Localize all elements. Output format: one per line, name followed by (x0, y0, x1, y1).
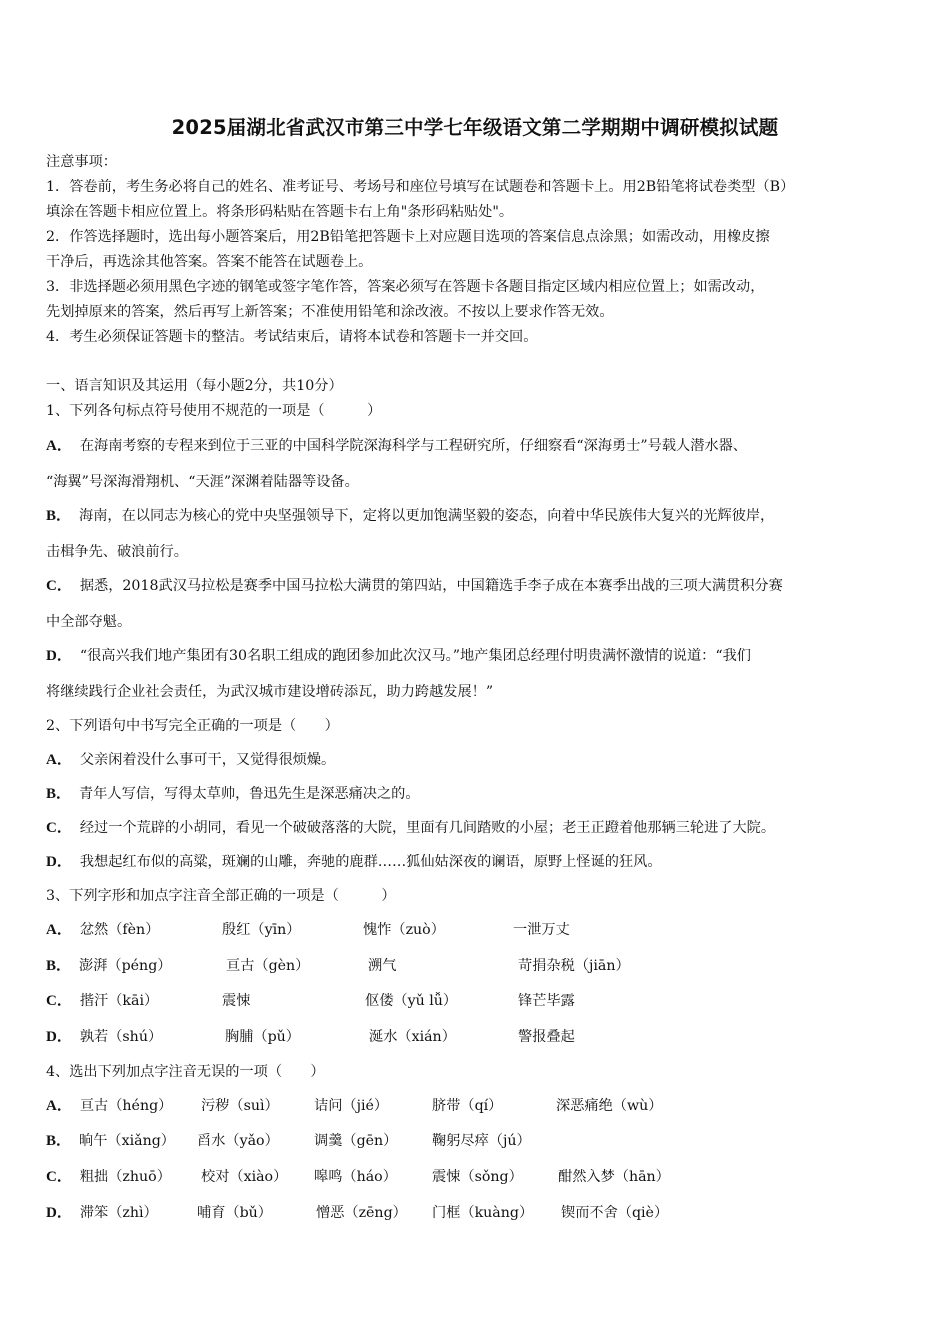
option-letter: C． (46, 578, 72, 594)
q1-option-b-cont: 击楫争先、破浪前行。 (46, 544, 188, 560)
option-item: 污秽（suì） (201, 1098, 279, 1114)
q4-option-c-letter (46, 1167, 171, 1187)
option-item: 亘古（gèn） (226, 958, 310, 974)
option-item: 锲而不舍（qiè） (561, 1205, 669, 1221)
option-item: 粗拙（zhuō） (79, 1169, 171, 1185)
option-letter: C． (46, 1169, 72, 1185)
option-item: 胸脯（pǔ） (225, 1029, 300, 1045)
option-item: 一泄万丈 (513, 922, 570, 938)
option-text: “很高兴我们地产集团有30名职工组成的跑团参加此次汉马。”地产集团总经理付明贵满怀激情的说道：“我们 (79, 648, 751, 664)
option-item: 锋芒毕露 (518, 993, 575, 1009)
notice-line: 3．非选择题必须用黑色字迹的钢笔或签字笔作答，答案必须写在答题卡各题目指定区域内相应位置上；如需改动， (46, 279, 765, 295)
option-item: 深恶痛绝（wù） (556, 1098, 663, 1114)
option-item: 揩汗（kāi） (79, 993, 159, 1009)
option-item: 伛偻（yǔ lǚ） (365, 993, 458, 1009)
option-item: 愧怍（zuò） (363, 922, 445, 938)
q3-option-a-letter (46, 920, 159, 940)
option-item: 震悚 (222, 993, 251, 1009)
option-item: 门框（kuàng） (432, 1205, 534, 1221)
q1-option-b (46, 506, 906, 526)
q3-option-b-letter (46, 956, 171, 976)
option-text: 我想起红布似的高粱，斑斓的山雕，奔驰的鹿群……狐仙姑深夜的谰语，原野上怪诞的狂风。 (79, 854, 662, 870)
option-text: 海南，在以同志为核心的党中央坚强领导下，定将以更加饱满坚毅的姿态，向着中华民族伟大复兴的光辉彼岸， (79, 508, 775, 524)
option-letter: B． (46, 786, 72, 802)
option-letter: B． (46, 958, 72, 974)
q4-option-a-letter (46, 1096, 172, 1116)
option-letter: D． (46, 1029, 72, 1045)
question-3-stem: 3、下列字形和加点字注音全部正确的一项是（ ） (46, 888, 396, 904)
option-letter: A． (46, 922, 72, 938)
option-item: 鞠躬尽瘁（jú） (432, 1133, 531, 1149)
q1-option-d-cont: 将继续践行企业社会责任，为武汉城市建设增砖添瓦，助力跨越发展！” (46, 684, 494, 700)
exam-title: 2025届湖北省武汉市第三中学七年级语文第二学期期中调研模拟试题 (171, 116, 779, 139)
option-text: 父亲闲着没什么事可干，又觉得很烦燥。 (79, 752, 336, 768)
option-letter: D． (46, 1205, 72, 1221)
option-item: 滞笨（zhì） (79, 1205, 158, 1221)
question-4-stem: 4、选出下列加点字注音无误的一项（ ） (46, 1064, 325, 1080)
option-letter: B． (46, 508, 72, 524)
notice-line: 2．作答选择题时，选出每小题答案后，用2B铅笔把答题卡上对应题目选项的答案信息点涂黑；如需改动，用橡皮擦 (46, 229, 770, 245)
option-item: 诘问（jié） (314, 1098, 389, 1114)
notice-line: 1．答卷前，考生务必将自己的姓名、准考证号、考场号和座位号填写在试题卷和答题卡上。用2B铅笔将试卷类型（B） (46, 179, 795, 195)
option-item: 孰若（shú） (79, 1029, 163, 1045)
option-letter: C． (46, 820, 72, 836)
option-item: 溯气 (368, 958, 397, 974)
q1-option-a-cont: “海翼”号深海滑翔机、“天涯”深渊着陆器等设备。 (46, 474, 359, 490)
notice-line: 先划掉原来的答案，然后再写上新答案；不准使用铅笔和涂改液。不按以上要求作答无效。 (46, 304, 614, 320)
option-letter: D． (46, 648, 72, 664)
q2-option-d (46, 852, 906, 872)
q3-option-c-letter (46, 991, 158, 1011)
option-item: 嗥鸣（háo） (314, 1169, 397, 1185)
option-text: 据悉，2018武汉马拉松是赛季中国马拉松大满贯的第四站，中国籍选手李子成在本赛季出战的三项大满贯积分赛 (79, 578, 783, 594)
option-letter: D． (46, 854, 72, 870)
q4-option-d-letter (46, 1203, 158, 1223)
q1-option-c-cont: 中全部夺魁。 (46, 614, 132, 630)
notice-line: 填涂在答题卡相应位置上。将条形码粘贴在答题卡右上角"条形码粘贴处"。 (46, 204, 514, 220)
section-heading: 一、语言知识及其运用（每小题2分，共10分） (46, 378, 343, 394)
option-letter: C． (46, 993, 72, 1009)
option-letter: B． (46, 1133, 72, 1149)
q3-option-d-letter (46, 1027, 162, 1047)
option-text: 在海南考察的专程来到位于三亚的中国科学院深海科学与工程研究所，仔细察看“深海勇士”号载人潜水器、 (79, 438, 747, 454)
option-item: 澎湃（péng） (79, 958, 172, 974)
q1-option-c (46, 576, 906, 596)
option-item: 晌午（xiǎng） (79, 1133, 175, 1149)
option-item: 脐带（qí） (432, 1098, 503, 1114)
q2-option-b (46, 784, 906, 804)
option-item: 亘古（héng） (79, 1098, 173, 1114)
notice-line: 干净后，再选涂其他答案。答案不能答在试题卷上。 (46, 254, 373, 270)
option-item: 忿然（fèn） (79, 922, 160, 938)
notice-line: 4．考生必须保证答题卡的整洁。考试结束后，请将本试卷和答题卡一并交回。 (46, 329, 538, 345)
option-item: 校对（xiào） (201, 1169, 288, 1185)
option-item: 苛捐杂税（jiān） (518, 958, 630, 974)
q4-option-b-letter (46, 1131, 175, 1151)
option-item: 舀水（yǎo） (197, 1133, 279, 1149)
notice-heading: 注意事项： (46, 154, 117, 170)
option-letter: A． (46, 752, 72, 768)
option-item: 憎恶（zēng） (316, 1205, 407, 1221)
option-item: 调羹（gēn） (314, 1133, 398, 1149)
option-item: 震悚（sǒng） (432, 1169, 523, 1185)
option-item: 涎水（xián） (369, 1029, 456, 1045)
option-item: 殷红（yīn） (222, 922, 301, 938)
q2-option-a (46, 750, 906, 770)
q1-option-d (46, 646, 906, 666)
q2-option-c (46, 818, 906, 838)
option-item: 警报叠起 (518, 1029, 575, 1045)
option-letter: A． (46, 1098, 72, 1114)
option-item: 酣然入梦（hān） (558, 1169, 670, 1185)
option-text: 经过一个荒辟的小胡同，看见一个破破落落的大院，里面有几间踏败的小屋；老王正蹬着他那辆三轮进了大院。 (79, 820, 776, 836)
option-item: 哺育（bǔ） (197, 1205, 272, 1221)
question-2-stem: 2、下列语句中书写完全正确的一项是（ ） (46, 718, 339, 734)
option-text: 青年人写信，写得太草帅，鲁迅先生是深恶痛决之的。 (79, 786, 420, 802)
option-letter: A． (46, 438, 72, 454)
question-1-stem: 1、下列各句标点符号使用不规范的一项是（ ） (46, 403, 382, 419)
q1-option-a (46, 436, 906, 456)
